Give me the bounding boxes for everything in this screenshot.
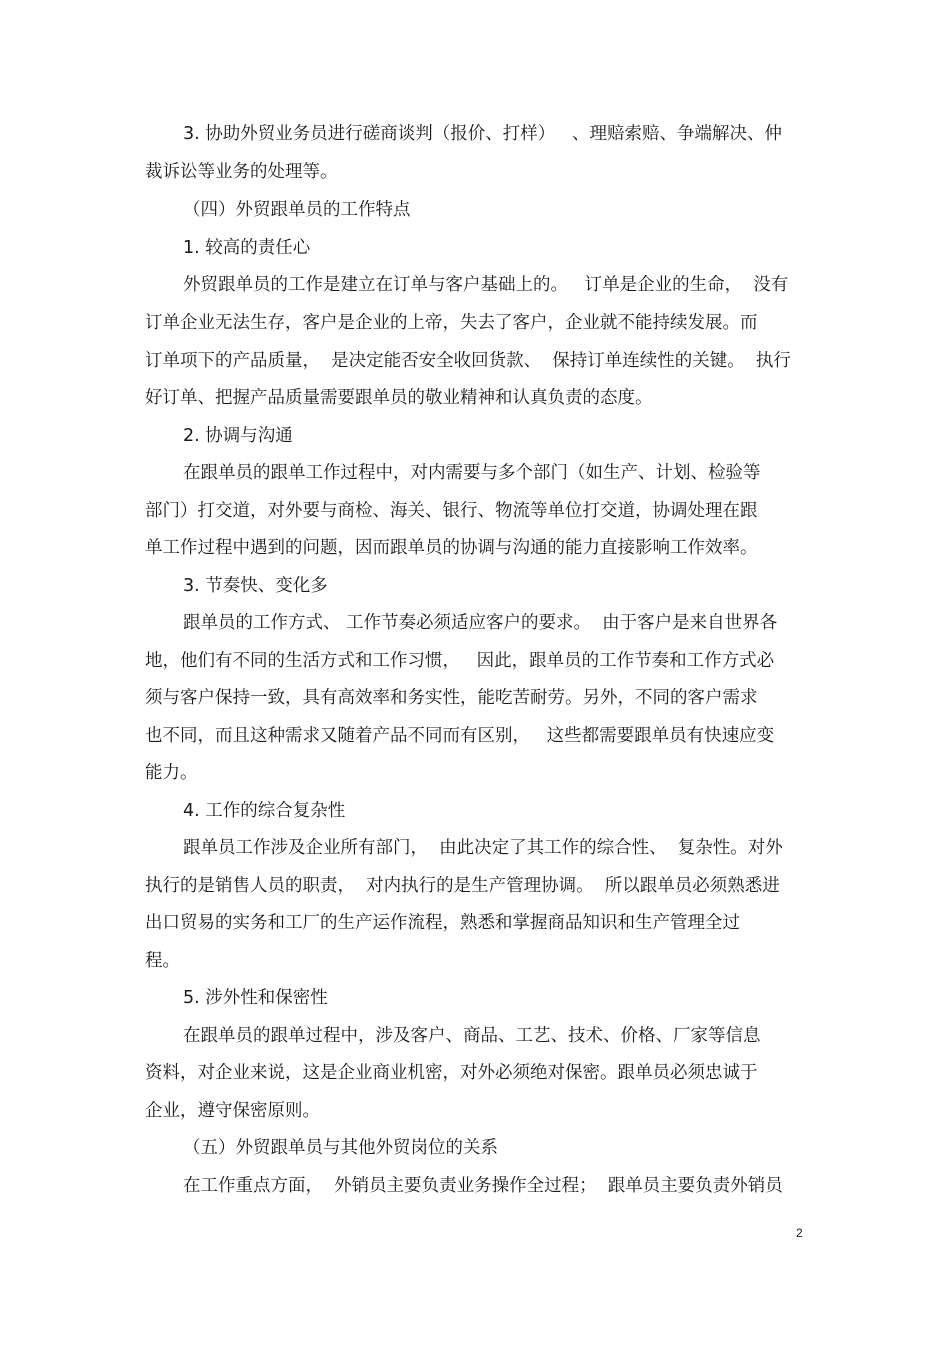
paragraph-line: 资料，对企业来说，这是企业商业机密，对外必须绝对保密。跟单员必须忠诚于 xyxy=(145,1063,758,1083)
paragraph-line: 在工作重点方面， 外销员主要负责业务操作全过程； 跟单员主要负责外销员 xyxy=(183,1176,783,1196)
paragraph-line: 在跟单员的跟单工作过程中，对内需要与多个部门（如生产、计划、检验等 xyxy=(183,463,761,483)
section-heading: （四）外贸跟单员的工作特点 xyxy=(183,200,411,220)
subheading: 4. 工作的综合复杂性 xyxy=(183,801,346,821)
paragraph-line: 部门）打交道，对外要与商检、海关、银行、物流等单位打交道，协调处理在跟 xyxy=(145,501,758,521)
subheading: 2. 协调与沟通 xyxy=(183,426,293,446)
paragraph-line: 好订单、把握产品质量需要跟单员的敬业精神和认真负责的态度。 xyxy=(145,388,653,408)
paragraph-line: 外贸跟单员的工作是建立在订单与客户基础上的。 订单是企业的生命， 没有 xyxy=(183,275,789,295)
paragraph-line: 在跟单员的跟单过程中，涉及客户、商品、工艺、技术、价格、厂家等信息 xyxy=(183,1026,761,1046)
paragraph-line: 须与客户保持一致，具有高效率和务实性，能吃苦耐劳。另外，不同的客户需求 xyxy=(145,688,758,708)
subheading: 3. 节奏快、变化多 xyxy=(183,576,328,596)
paragraph-line: 订单项下的产品质量， 是决定能否安全收回货款、 保持订单连续性的关键。 执行 xyxy=(145,351,791,371)
paragraph-line: 地，他们有不同的生活方式和工作习惯， 因此，跟单员的工作节奏和工作方式必 xyxy=(145,651,775,671)
paragraph-line: 裁诉讼等业务的处理等。 xyxy=(145,162,338,182)
subheading: 1. 较高的责任心 xyxy=(183,238,311,258)
paragraph-line: 单工作过程中遇到的问题，因而跟单员的协调与沟通的能力直接影响工作效率。 xyxy=(145,538,758,558)
paragraph-line: 企业，遵守保密原则。 xyxy=(145,1101,320,1121)
section-heading: （五）外贸跟单员与其他外贸岗位的关系 xyxy=(183,1138,498,1158)
subheading: 5. 涉外性和保密性 xyxy=(183,988,328,1008)
paragraph-line: 3. 协助外贸业务员进行磋商谈判（报价、打样） 、理赔索赔、争端解决、仲 xyxy=(183,124,782,144)
paragraph-line: 跟单员的工作方式、 工作节奏必须适应客户的要求。 由于客户是来自世界各 xyxy=(183,613,778,633)
paragraph-line: 执行的是销售人员的职责， 对内执行的是生产管理协调。 所以跟单员必须熟悉进 xyxy=(145,876,780,896)
page-number: 2 xyxy=(796,1226,803,1240)
paragraph-line: 订单企业无法生存，客户是企业的上帝，失去了客户，企业就不能持续发展。而 xyxy=(145,313,758,333)
paragraph-line: 跟单员工作涉及企业所有部门， 由此决定了其工作的综合性、 复杂性。对外 xyxy=(183,838,783,858)
paragraph-line: 也不同，而且这种需求又随着产品不同而有区别， 这些都需要跟单员有快速应变 xyxy=(145,726,775,746)
paragraph-line: 程。 xyxy=(145,951,180,971)
paragraph-line: 出口贸易的实务和工厂的生产运作流程，熟悉和掌握商品知识和生产管理全过 xyxy=(145,913,740,933)
paragraph-line: 能力。 xyxy=(145,763,198,783)
